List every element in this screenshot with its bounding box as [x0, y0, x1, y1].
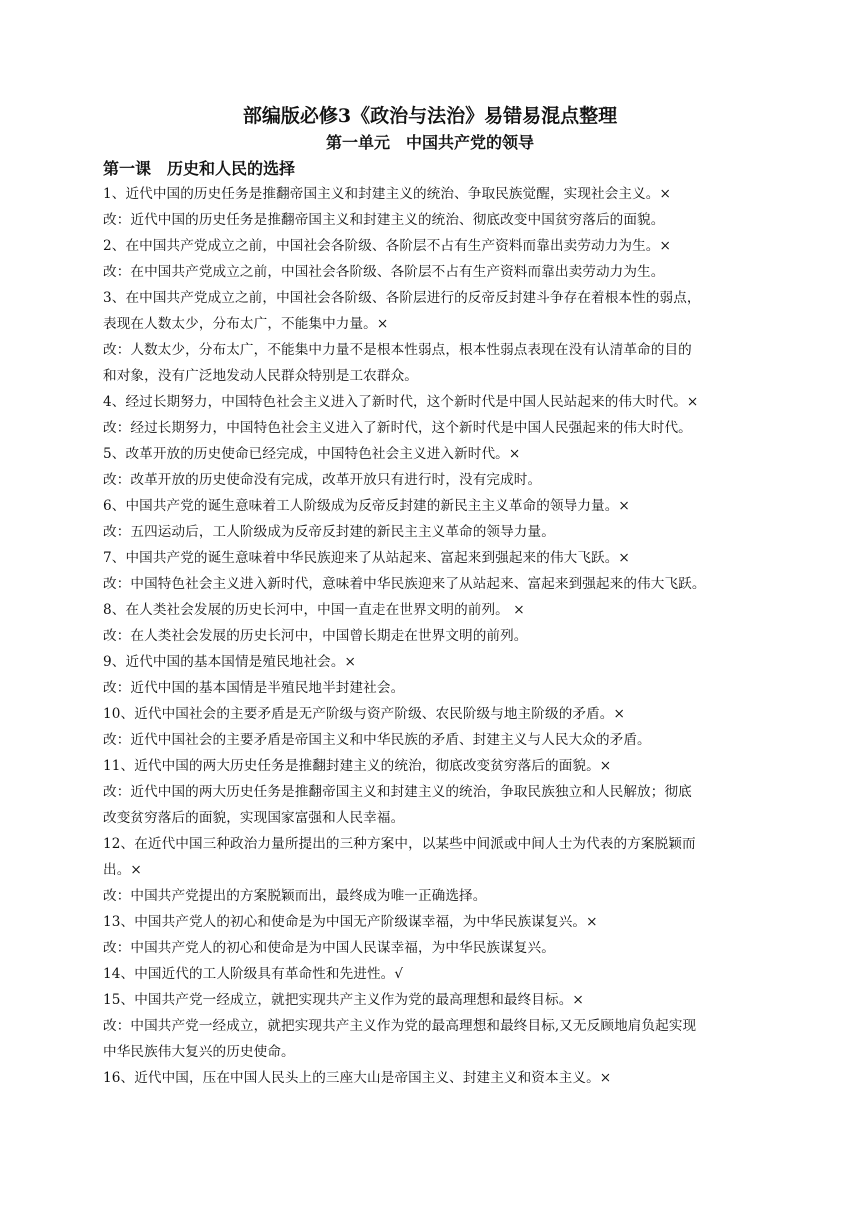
text-line: 改：近代中国社会的主要矛盾是帝国主义和中华民族的矛盾、封建主义与人民大众的矛盾。	[103, 732, 651, 748]
text-line: 10、近代中国社会的主要矛盾是无产阶级与资产阶级、农民阶级与地主阶级的矛盾。×	[103, 706, 625, 722]
text-line: 6、中国共产党的诞生意味着工人阶级成为反帝反封建的新民主主义革命的领导力量。×	[103, 498, 630, 514]
text-line: 4、经过长期努力，中国特色社会主义进入了新时代，这个新时代是中国人民站起来的伟大时代。×	[103, 394, 699, 410]
text-line: 11、近代中国的两大历史任务是推翻封建主义的统治，彻底改变贫穷落后的面貌。×	[103, 758, 612, 774]
text-line: 改：中国特色社会主义进入新时代，意味着中华民族迎来了从站起来、富起来到强起来的伟大飞跃。	[103, 576, 706, 592]
text-line: 16、近代中国，压在中国人民头上的三座大山是帝国主义、封建主义和资本主义。×	[103, 1070, 612, 1086]
text-line: 改：中国共产党人的初心和使命是为中国人民谋幸福，为中华民族谋复兴。	[103, 940, 555, 956]
text-line: 中华民族伟大复兴的历史使命。	[103, 1044, 295, 1060]
text-line: 2、在中国共产党成立之前，中国社会各阶级、各阶层不占有生产资料而靠出卖劳动力为生。×	[103, 238, 671, 254]
text-line: 和对象，没有广泛地发动人民群众特别是工农群众。	[103, 368, 418, 384]
text-line: 改：五四运动后，工人阶级成为反帝反封建的新民主主义革命的领导力量。	[103, 524, 555, 540]
text-line: 改变贫穷落后的面貌，实现国家富强和人民幸福。	[103, 810, 405, 826]
text-line: 改：近代中国的基本国情是半殖民地半封建社会。	[103, 680, 405, 696]
text-line: 8、在人类社会发展的历史长河中，中国一直走在世界文明的前列。 ×	[103, 602, 525, 618]
text-line: 5、改革开放的历史使命已经完成，中国特色社会主义进入新时代。×	[103, 446, 521, 462]
text-line: 改：在中国共产党成立之前，中国社会各阶级、各阶层不占有生产资料而靠出卖劳动力为生。	[103, 264, 665, 280]
unit-title: 第一单元 中国共产党的领导	[325, 133, 534, 152]
text-line: 1、近代中国的历史任务是推翻帝国主义和封建主义的统治、争取民族觉醒，实现社会主义。×	[103, 186, 671, 202]
text-line: 13、中国共产党人的初心和使命是为中国无产阶级谋幸福，为中华民族谋复兴。×	[103, 914, 598, 930]
text-line: 改：近代中国的历史任务是推翻帝国主义和封建主义的统治、彻底改变中国贫穷落后的面貌。	[103, 212, 665, 228]
lesson-title: 第一课 历史和人民的选择	[103, 159, 296, 178]
text-line: 改：中国共产党提出的方案脱颖而出，最终成为唯一正确选择。	[103, 888, 487, 904]
text-line: 15、中国共产党一经成立，就把实现共产主义作为党的最高理想和最终目标。×	[103, 992, 584, 1008]
document-body	[103, 181, 763, 1091]
text-line: 改：在人类社会发展的历史长河中，中国曾长期走在世界文明的前列。	[103, 628, 528, 644]
text-line: 表现在人数太少，分布太广，不能集中力量。×	[103, 316, 389, 332]
text-line: 改：中国共产党一经成立，就把实现共产主义作为党的最高理想和最终目标,又无反顾地肩负起实现	[103, 1018, 697, 1034]
text-line: 3、在中国共产党成立之前，中国社会各阶级、各阶层进行的反帝反封建斗争存在着根本性的弱点，	[103, 290, 701, 306]
document-title: 部编版必修3《政治与法治》易错易混点整理	[242, 105, 618, 127]
text-line: 14、中国近代的工人阶级具有革命性和先进性。√	[103, 966, 404, 982]
text-line: 改：改革开放的历史使命没有完成，改革开放只有进行时，没有完成时。	[103, 472, 542, 488]
text-line: 改：人数太少，分布太广，不能集中力量不是根本性弱点，根本性弱点表现在没有认清革命的目的	[103, 342, 692, 358]
text-line: 12、在近代中国三种政治力量所提出的三种方案中，以某些中间派或中间人士为代表的方案脱颖而	[103, 836, 696, 852]
text-line: 改：近代中国的两大历史任务是推翻帝国主义和封建主义的统治，争取民族独立和人民解放；彻底	[103, 784, 692, 800]
text-line: 7、中国共产党的诞生意味着中华民族迎来了从站起来、富起来到强起来的伟大飞跃。×	[103, 550, 630, 566]
text-line: 9、近代中国的基本国情是殖民地社会。×	[103, 654, 357, 670]
text-line: 改：经过长期努力，中国特色社会主义进入了新时代，这个新时代是中国人民强起来的伟大时代。	[103, 420, 692, 436]
text-line: 出。×	[103, 862, 142, 878]
